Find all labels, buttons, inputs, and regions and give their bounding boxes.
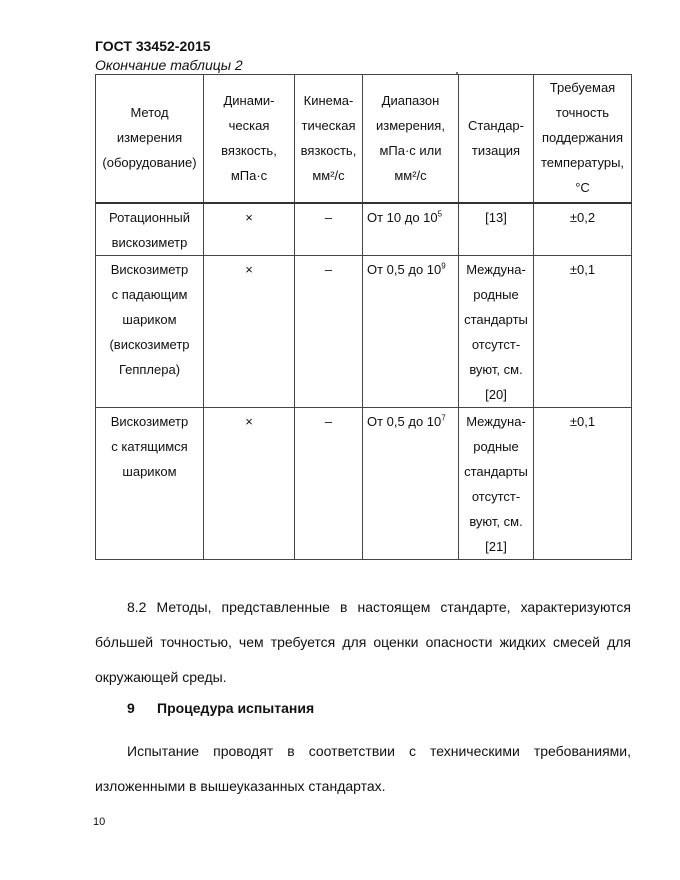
column-header-temperature-accuracy: Требуемая точность поддержания температуры, °С bbox=[534, 75, 632, 204]
cell-kinematic: – bbox=[295, 256, 363, 408]
range-text: От 0,5 до 10 bbox=[367, 414, 442, 429]
table-caption: Окончание таблицы 2 bbox=[95, 57, 243, 73]
cell-standard: Междуна- родные стандарты отсутст- вуют, см. [20] bbox=[459, 256, 534, 408]
page-number: 10 bbox=[93, 816, 106, 828]
range-exponent: 7 bbox=[441, 413, 446, 423]
cell-dynamic: × bbox=[204, 203, 295, 256]
column-header-method: Метод измерения (оборудование) bbox=[96, 75, 204, 204]
cell-kinematic: – bbox=[295, 408, 363, 560]
column-header-dynamic-viscosity: Динами- ческая вязкость, мПа·с bbox=[204, 75, 295, 204]
range-text: От 10 до 10 bbox=[367, 210, 438, 225]
paragraph-8-2 bbox=[95, 590, 631, 695]
cell-kinematic: – bbox=[295, 203, 363, 256]
paragraph-9 bbox=[95, 734, 631, 804]
cell-method: Ротационный вискозиметр bbox=[96, 203, 204, 256]
section-number: 9 bbox=[127, 700, 135, 716]
cell-accuracy: ±0,1 bbox=[534, 256, 632, 408]
table-row bbox=[96, 203, 632, 256]
range-exponent: 9 bbox=[441, 261, 446, 271]
cell-accuracy: ±0,2 bbox=[534, 203, 632, 256]
section-title: Процедура испытания bbox=[157, 700, 315, 716]
cell-accuracy: ±0,1 bbox=[534, 408, 632, 560]
section-heading bbox=[127, 700, 314, 716]
cell-dynamic: × bbox=[204, 256, 295, 408]
column-header-kinematic-viscosity: Кинема- тическая вязкость, мм²/с bbox=[295, 75, 363, 204]
table-row bbox=[96, 408, 632, 560]
cell-method: Вискозиметр с падающим шариком (вискозиметр Гепплера) bbox=[96, 256, 204, 408]
document-id: ГОСТ 33452-2015 bbox=[95, 38, 211, 54]
range-text: От 0,5 до 10 bbox=[367, 262, 442, 277]
cell-range bbox=[363, 408, 459, 560]
cell-standard: [13] bbox=[459, 203, 534, 256]
paragraph-8-2-text: 8.2 Методы, представленные в настоящем стандарте, характеризуются бо́льшей точностью, чем требуется для оценки опасности жидких смесей для окружающей среды. bbox=[95, 599, 631, 685]
paragraph-9-text: Испытание проводят в соответствии с техническими требованиями, изложенными в вышеуказанных стандартах. bbox=[95, 743, 631, 794]
column-header-standardization: Стандар- тизация bbox=[459, 75, 534, 204]
viscosity-methods-table bbox=[95, 74, 632, 560]
table-header-row bbox=[96, 75, 632, 204]
range-exponent: 5 bbox=[437, 209, 443, 219]
cell-range bbox=[363, 203, 459, 256]
cell-dynamic: × bbox=[204, 408, 295, 560]
cell-standard: Междуна- родные стандарты отсутст- вуют, см. [21] bbox=[459, 408, 534, 560]
table-row bbox=[96, 256, 632, 408]
column-header-range: Диапазон измерения, мПа·с или мм²/с bbox=[363, 75, 459, 204]
cell-range bbox=[363, 256, 459, 408]
cell-method: Вискозиметр с катящимся шариком bbox=[96, 408, 204, 560]
